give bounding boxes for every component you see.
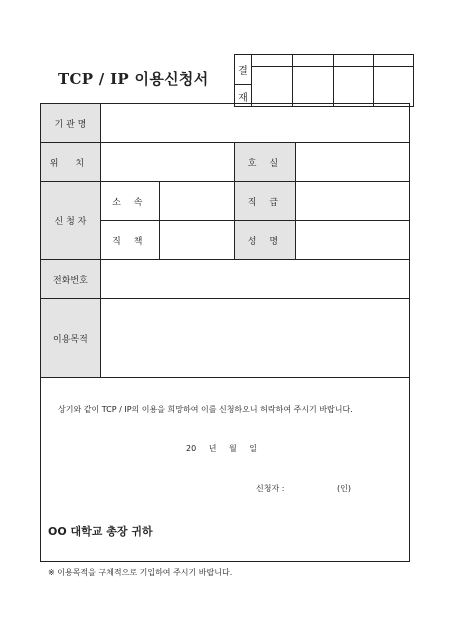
position-label: 직 책 [100,221,159,260]
form-title-latin: TCP / IP [58,70,129,88]
approval-header-cell [374,55,414,67]
phone-label: 전화번호 [41,260,101,299]
affiliation-label: 소 속 [100,182,159,221]
approval-sign-cell[interactable] [374,67,414,107]
footnote: ※ 이용목적을 구체적으로 기입하여 주시기 바랍니다. [48,568,233,577]
approval-label-bottom: 재 [235,87,252,107]
location-field[interactable] [100,143,235,182]
institution-label: 기 관 명 [41,104,101,143]
institution-field[interactable] [100,104,409,143]
applicant-label: 신 청 자 [41,182,101,260]
position-field[interactable] [159,221,235,260]
approval-header-cell [293,55,334,67]
room-field[interactable] [296,143,410,182]
purpose-field[interactable] [100,299,409,378]
recipient: OO 대학교 총장 귀하 [48,525,153,538]
form-title-korean: 이용신청서 [134,70,209,88]
signature-line [256,483,351,494]
approval-label-top: 결 [235,55,252,85]
rank-field[interactable] [296,182,410,221]
affiliation-field[interactable] [159,182,235,221]
purpose-label: 이용목적 [41,299,101,378]
name-label: 성 명 [235,221,296,260]
room-label: 호 실 [235,143,296,182]
approval-sign-cell[interactable] [293,67,334,107]
location-label: 위 치 [41,143,101,182]
approval-box [234,54,414,107]
approval-sign-cell[interactable] [252,67,293,107]
signature-label: 신청자 : [256,484,285,493]
phone-field[interactable] [100,260,409,299]
application-form-table [40,103,410,378]
rank-label: 직 급 [235,182,296,221]
approval-header-cell [334,55,374,67]
form-title [58,68,208,89]
statement-text: 상기와 같이 TCP / IP의 이용을 희망하여 이를 신청하오니 허락하여 주시기 바랍니다. [58,405,353,414]
application-date: 20 년 월 일 [186,444,257,453]
approval-header-cell [252,55,293,67]
seal-mark: (인) [336,484,351,493]
approval-sign-cell[interactable] [334,67,374,107]
name-field[interactable] [296,221,410,260]
